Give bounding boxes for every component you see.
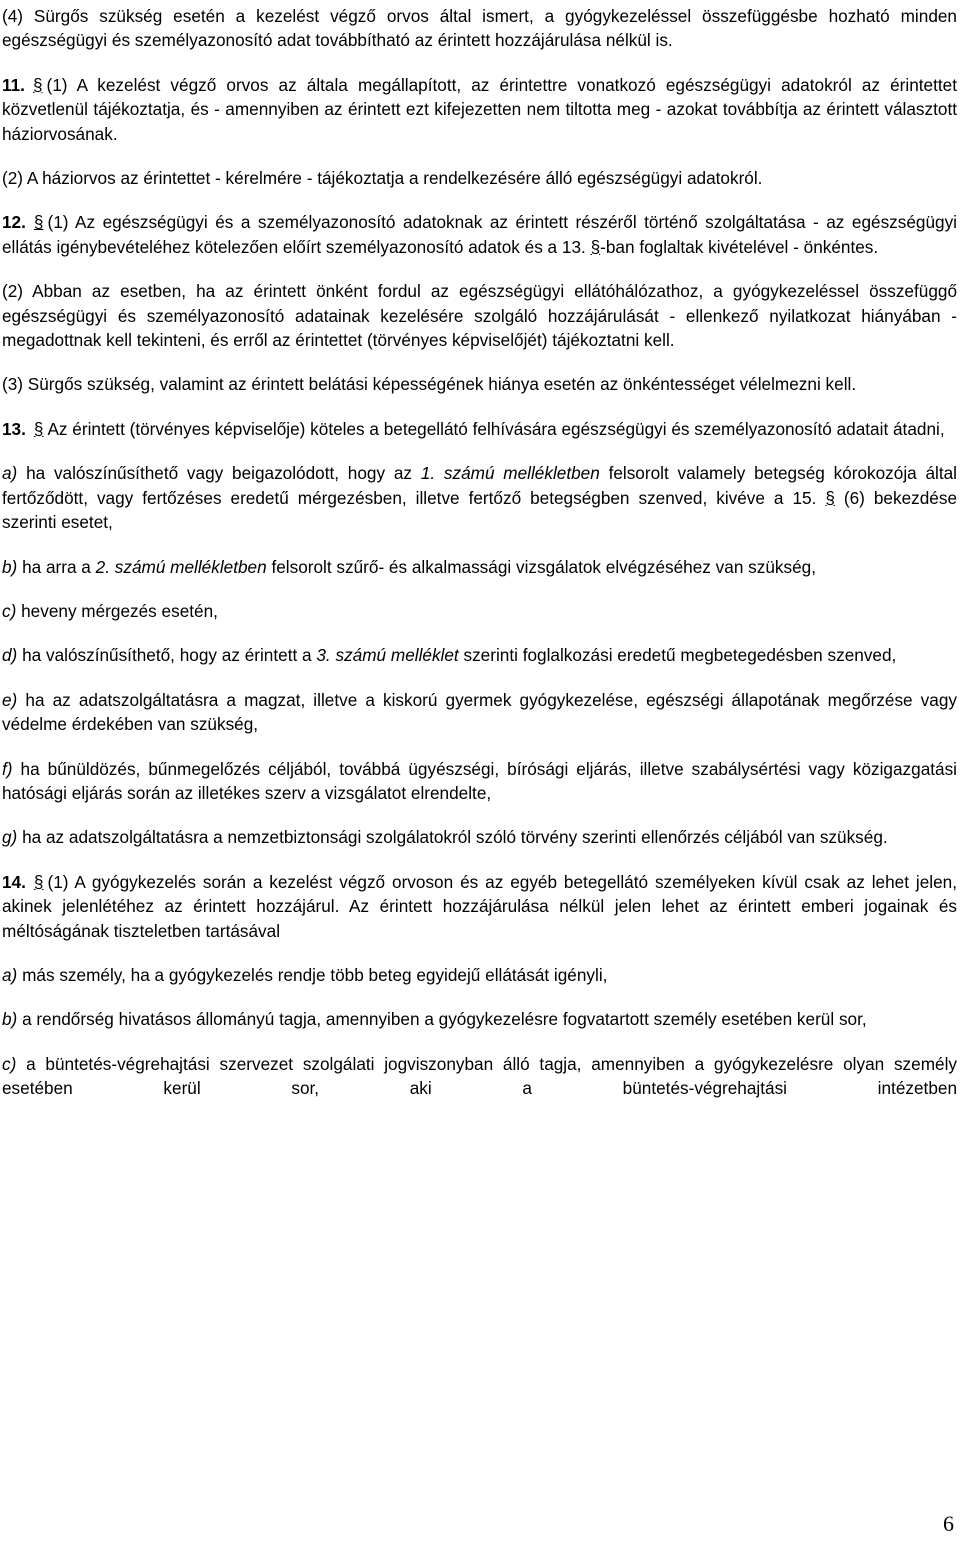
item-label: b) — [2, 1009, 18, 1030]
section-12-symbol: § — [33, 212, 44, 233]
section-14-symbol: § — [33, 871, 44, 892]
inline-symbol: § — [825, 487, 835, 508]
section-13-item-g: g) ha az adatszolgáltatásra a nemzetbiztonsági szolgálatokról szóló törvény szerinti ellenőrzés céljából van szükség. — [2, 827, 888, 848]
section-11-symbol: § — [32, 74, 43, 95]
section-13-item-f: f) ha bűnüldözés, bűnmegelőzés céljából, továbbá ügyészségi, bírósági eljárás, illetve szabálysértési vagy közigazgatási hatósági eljárás során az illetékes szerv a vizsgálatot elrendelte, — [2, 758, 957, 803]
page-number: 6 — [943, 1511, 954, 1536]
section-12-paragraph-2: (2) Abban az esetben, ha az érintett önként fordul az egészségügyi ellátóhálózathoz, a gyógykezeléssel összefüggő egészségügyi és személyazonosító adatainak kezelésére szolgáló hozzájárulását - ellenkező nyilatkozat hiányában - megadottnak kell tekinteni, és erről az érintettet (törvényes képviselőjét) tájékoztatni kell. — [2, 281, 957, 351]
section-13-symbol: § — [33, 418, 44, 439]
section-12-paragraph-3: (3) Sürgős szükség, valamint az érintett belátási képességének hiánya esetén az önkéntességet vélelmezni kell. — [2, 374, 857, 395]
section-12-text-1b: -ban foglaltak kivételével - önkéntes. — [600, 236, 879, 257]
section-12-text-1a: (1) Az egészségügyi és a személyazonosító adatoknak az érintett részéről történő szolgáltatása - az egészségügyi ellátás igénybevételéhez kötelezően előírt személyazonosító adatok és a 13. — [2, 212, 957, 257]
document-page — [2, 4, 957, 1121]
item-label: c) — [2, 1053, 17, 1074]
section-11-number: 11. — [2, 74, 25, 95]
item-label: e) — [2, 689, 18, 710]
item-label: d) — [2, 645, 18, 666]
section-12-inline-symbol: § — [590, 236, 601, 257]
section-13-item-d: d) ha valószínűsíthető, hogy az érintett a 3. számú melléklet szerinti foglalkozási eredetű megbetegedésben szenved, — [2, 645, 897, 666]
section-14-item-b: b) a rendőrség hivatásos állományú tagja, amennyiben a gyógykezelésre fogvatartott személy esetében kerül sor, — [2, 1009, 867, 1030]
section-13-item-c: c) heveny mérgezés esetén, — [2, 600, 218, 621]
section-11-paragraph-1 — [2, 73, 957, 146]
section-14-item-c: c) a büntetés-végrehajtási szervezet szolgálati jogviszonyban álló tagja, amennyiben a gyógykezelésre olyan személy esetében kerül sor, aki a büntetés-végrehajtási intézetben — [2, 1053, 957, 1099]
section-11-paragraph-2: (2) A háziorvos az érintettet - kérelmére - tájékoztatja a rendelkezésére álló egészségügyi adatokról. — [2, 168, 763, 189]
section-13-number: 13. — [2, 418, 26, 439]
section-14-item-a: a) más személy, ha a gyógykezelés rendje több beteg egyidejű ellátását igényli, — [2, 964, 608, 985]
section-13-item-b: b) ha arra a 2. számú mellékletben felsorolt szűrő- és alkalmassági vizsgálatok elvégzéséhez van szükség, — [2, 556, 816, 577]
item-label: c) — [2, 600, 17, 621]
annex-reference: 1. számú mellékletben — [420, 463, 600, 484]
item-label: g) — [2, 827, 18, 848]
item-label: b) — [2, 556, 18, 577]
item-label: f) — [2, 758, 13, 779]
paragraph-4: (4) Sürgős szükség esetén a kezelést végző orvos által ismert, a gyógykezeléssel összefüggésbe hozható minden egészségügyi és személyazonosító adat továbbítható az érintett hozzájárulása nélkül is. — [2, 6, 957, 51]
annex-reference: 2. számú mellékletben — [95, 556, 267, 577]
item-label: a) — [2, 463, 18, 484]
section-13-item-a: a) ha valószínűsíthető vagy beigazolódott, hogy az 1. számú mellékletben felsorolt valamely betegség kórokozója által fertőződött, vagy fertőzéses eredetű mérgezésben, illetve fertőző betegségben szenved, kivéve a 15. § (6) bekezdése szerinti esetet, — [2, 463, 958, 533]
item-label: a) — [2, 964, 18, 985]
section-14-text-1: (1) A gyógykezelés során a kezelést végző orvoson és az egyéb betegellátó személyeken kívül csak az lehet jelen, akinek jelenlétéhez az érintett hozzájárul. Az érintett hozzájárulása nélkül jelen lehet az érintett emberi jogainak és méltóságának tiszteletben tartásával — [2, 871, 957, 941]
section-13-intro — [2, 417, 957, 441]
section-13-intro-text: Az érintett (törvényes képviselője) köteles a betegellátó felhívására egészségügyi és személyazonosító adatait átadni, — [47, 418, 945, 439]
section-12-paragraph-1 — [2, 210, 957, 259]
section-11-text-1: (1) A kezelést végző orvos az általa megállapított, az érintettre vonatkozó egészségügyi adatokról az érintettet közvetlenül tájékoztatja, és - amennyiben az érintett ezt kifejezetten nem tiltotta meg - azokat továbbítja az érintett választott háziorvosának. — [2, 74, 957, 144]
section-14-paragraph-1 — [2, 870, 957, 943]
section-14-number: 14. — [2, 871, 26, 892]
annex-reference: 3. számú melléklet — [316, 645, 459, 666]
section-13-item-e: e) ha az adatszolgáltatásra a magzat, illetve a kiskorú gyermek gyógykezelése, egészségi állapotának megőrzése vagy védelme érdekében van szükség, — [2, 689, 957, 735]
section-12-number: 12. — [2, 212, 26, 233]
